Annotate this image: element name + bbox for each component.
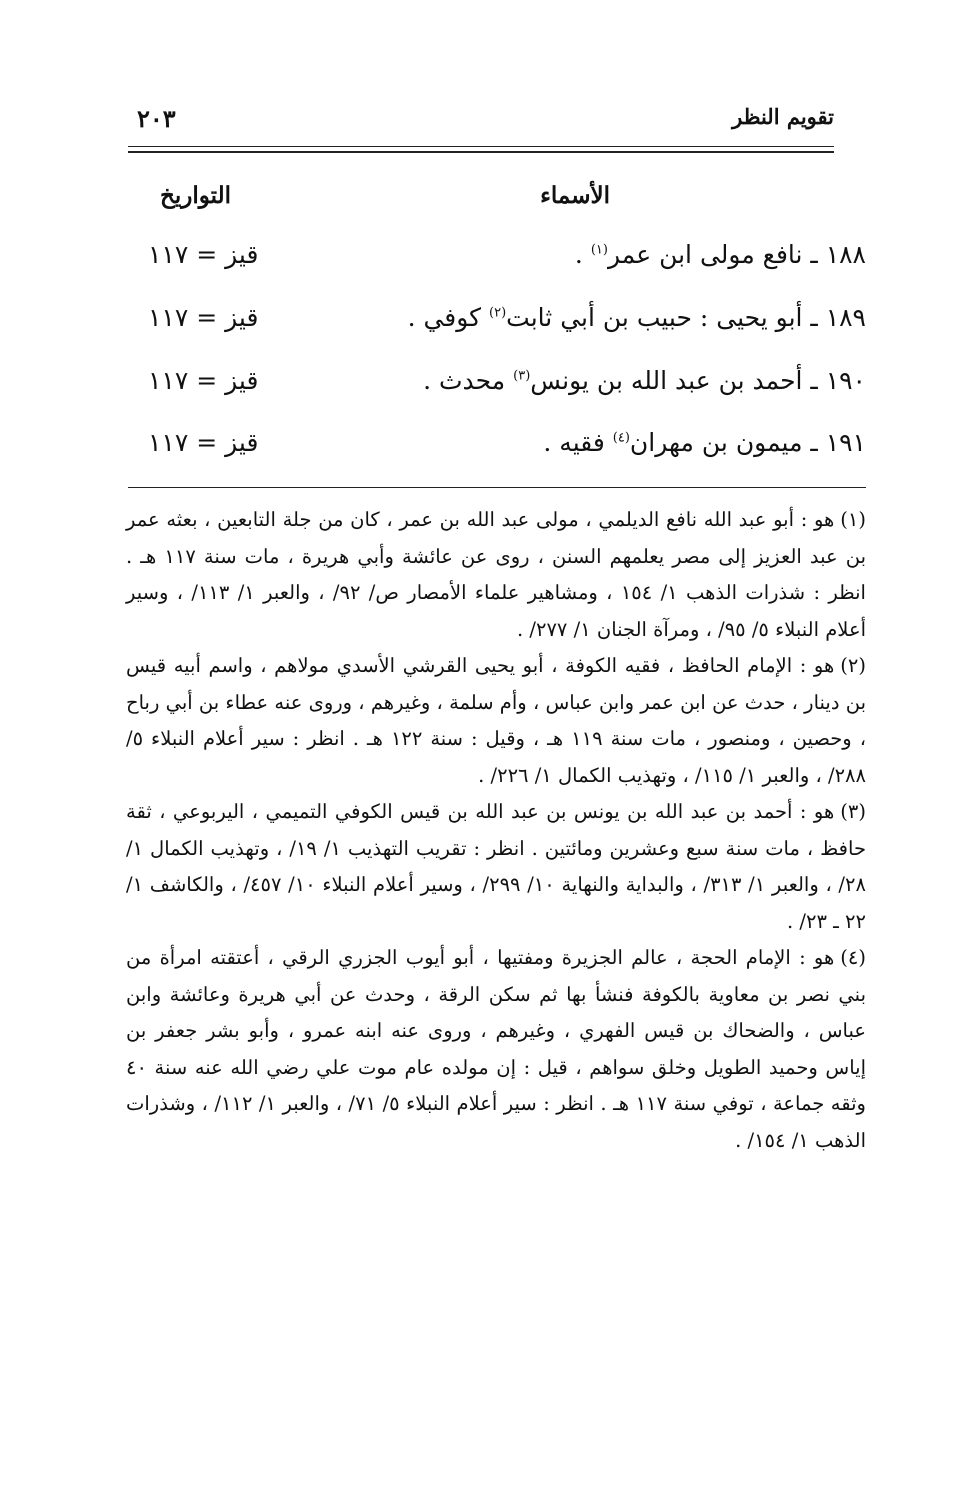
footnote [126,794,866,940]
entry-name: ١٨٩ ـ أبو يحيى : حبيب بن أبي ثابت$^{(٢)}$ كوفي . [407,303,866,332]
footnote-text: هو : أحمد بن عبد الله بن يونس بن عبد الله بن قيس الكوفي التميمي ، اليربوعي ، ثقة حافظ ، مات سنة سبع وعشرين ومائتين . انظر : تقريب التهذيب ١/ ١٩/ ، وتهذيب الكمال ١/ ٢٨/ ، والعبر ١/ ٣١٣/ ، والبداية والنهاية ١٠/ ٢٩٩/ ، وسير أعلام النبلاء ١٠/ ٤٥٧/ ، والكاشف ١/ ٢٢ ـ ٢٣/ . [126,800,866,933]
footnote-text: هو : الإمام الحجة ، عالم الجزيرة ومفتيها ، أبو أيوب الجزري الرقي ، أعتقته امرأة من بني نصر بن معاوية بالكوفة فنشأ بها ثم سكن الرقة ، وحدث عن أبي هريرة وعائشة وابن عباس ، والضحاك بن قيس الفهري ، وغيرهم ، وروى عنه ابنه عمرو ، وأبو بشر جعفر بن إياس وحميد الطويل وخلق سواهم ، قيل : إن مولده عام موت علي رضي الله عنه سنة ٤٠ وثقه جماعة ، توفي سنة ١١٧ هـ . انظر : سير أعلام النبلاء ٥/ ٧١/ ، والعبر ١/ ١١٢/ ، وشذرات الذهب ١/ ١٥٤/ . [126,946,866,1152]
footnote-ref: (١) [590,242,608,258]
header-rule-thin [128,146,834,147]
footnote-number: (٣) [840,800,866,823]
entry-date: قيز = ١١٧ [148,240,259,269]
entry-name: ١٩١ ـ ميمون بن مهران$^{(٤)}$ فقيه . [543,428,866,457]
entry-name: ١٩٠ ـ أحمد بن عبد الله بن يونس$^{(٣)}$ محدث . [423,366,866,395]
entry-date: قيز = ١١٧ [148,366,259,395]
footnote-number: (١) [840,508,866,531]
header-rule-thick [128,151,834,153]
entry-date: قيز = ١١٧ [148,303,259,332]
footnote-text: هو : أبو عبد الله نافع الديلمي ، مولى عبد الله بن عمر ، كان من جلة التابعين ، بعثه عمر بن عبد العزيز إلى مصر يعلمهم السنن ، روى عن عائشة وأبي هريرة ، مات سنة ١١٧ هـ . انظر : شذرات الذهب ١/ ١٥٤ ، ومشاهير علماء الأمصار ص/ ٩٢/ ، والعبر ١/ ١١٣/ ، وسير أعلام النبلاء ٥/ ٩٥/ ، ومرآة الجنان ١/ ٢٧٧/ . [126,508,867,641]
page-number: ٢٠٣ [137,104,176,133]
footnote [126,648,866,794]
table-row [128,240,866,284]
footnotes-section [126,502,866,1159]
footnote-ref: (٣) [513,368,531,384]
footnote-ref: (٤) [612,430,630,446]
running-header-title: تقويم النظر [732,104,834,129]
footnote [126,502,866,648]
footnote-number: (٢) [840,654,866,677]
column-header-names: الأسماء [540,182,610,209]
footnote-ref: (٢) [489,305,507,321]
entry-name: ١٨٨ ـ نافع مولى ابن عمر$^{(١)}$ . [574,240,866,269]
footnote-text: هو : الإمام الحافظ ، فقيه الكوفة ، أبو يحيى القرشي الأسدي مولاهم ، واسم أبيه قيس بن دينار ، حدث عن ابن عمر وابن عباس ، وأم سلمة ، وغيرهم ، وروى عنه عطاء بن أبي رباح ، وحصين ، ومنصور ، مات سنة ١١٩ هـ ، وقيل : سنة ١٢٢ هـ . انظر : سير أعلام النبلاء ٥/ ٢٨٨/ ، والعبر ١/ ١١٥/ ، وتهذيب الكمال ١/ ٢٢٦/ . [126,654,867,787]
footnote-separator [128,487,866,488]
table-row [128,366,866,410]
table-row [128,428,866,472]
footnote [126,940,866,1159]
table-row [128,303,866,347]
entry-date: قيز = ١١٧ [148,428,259,457]
column-header-dates: التواريخ [160,182,231,209]
footnote-number: (٤) [840,946,866,969]
